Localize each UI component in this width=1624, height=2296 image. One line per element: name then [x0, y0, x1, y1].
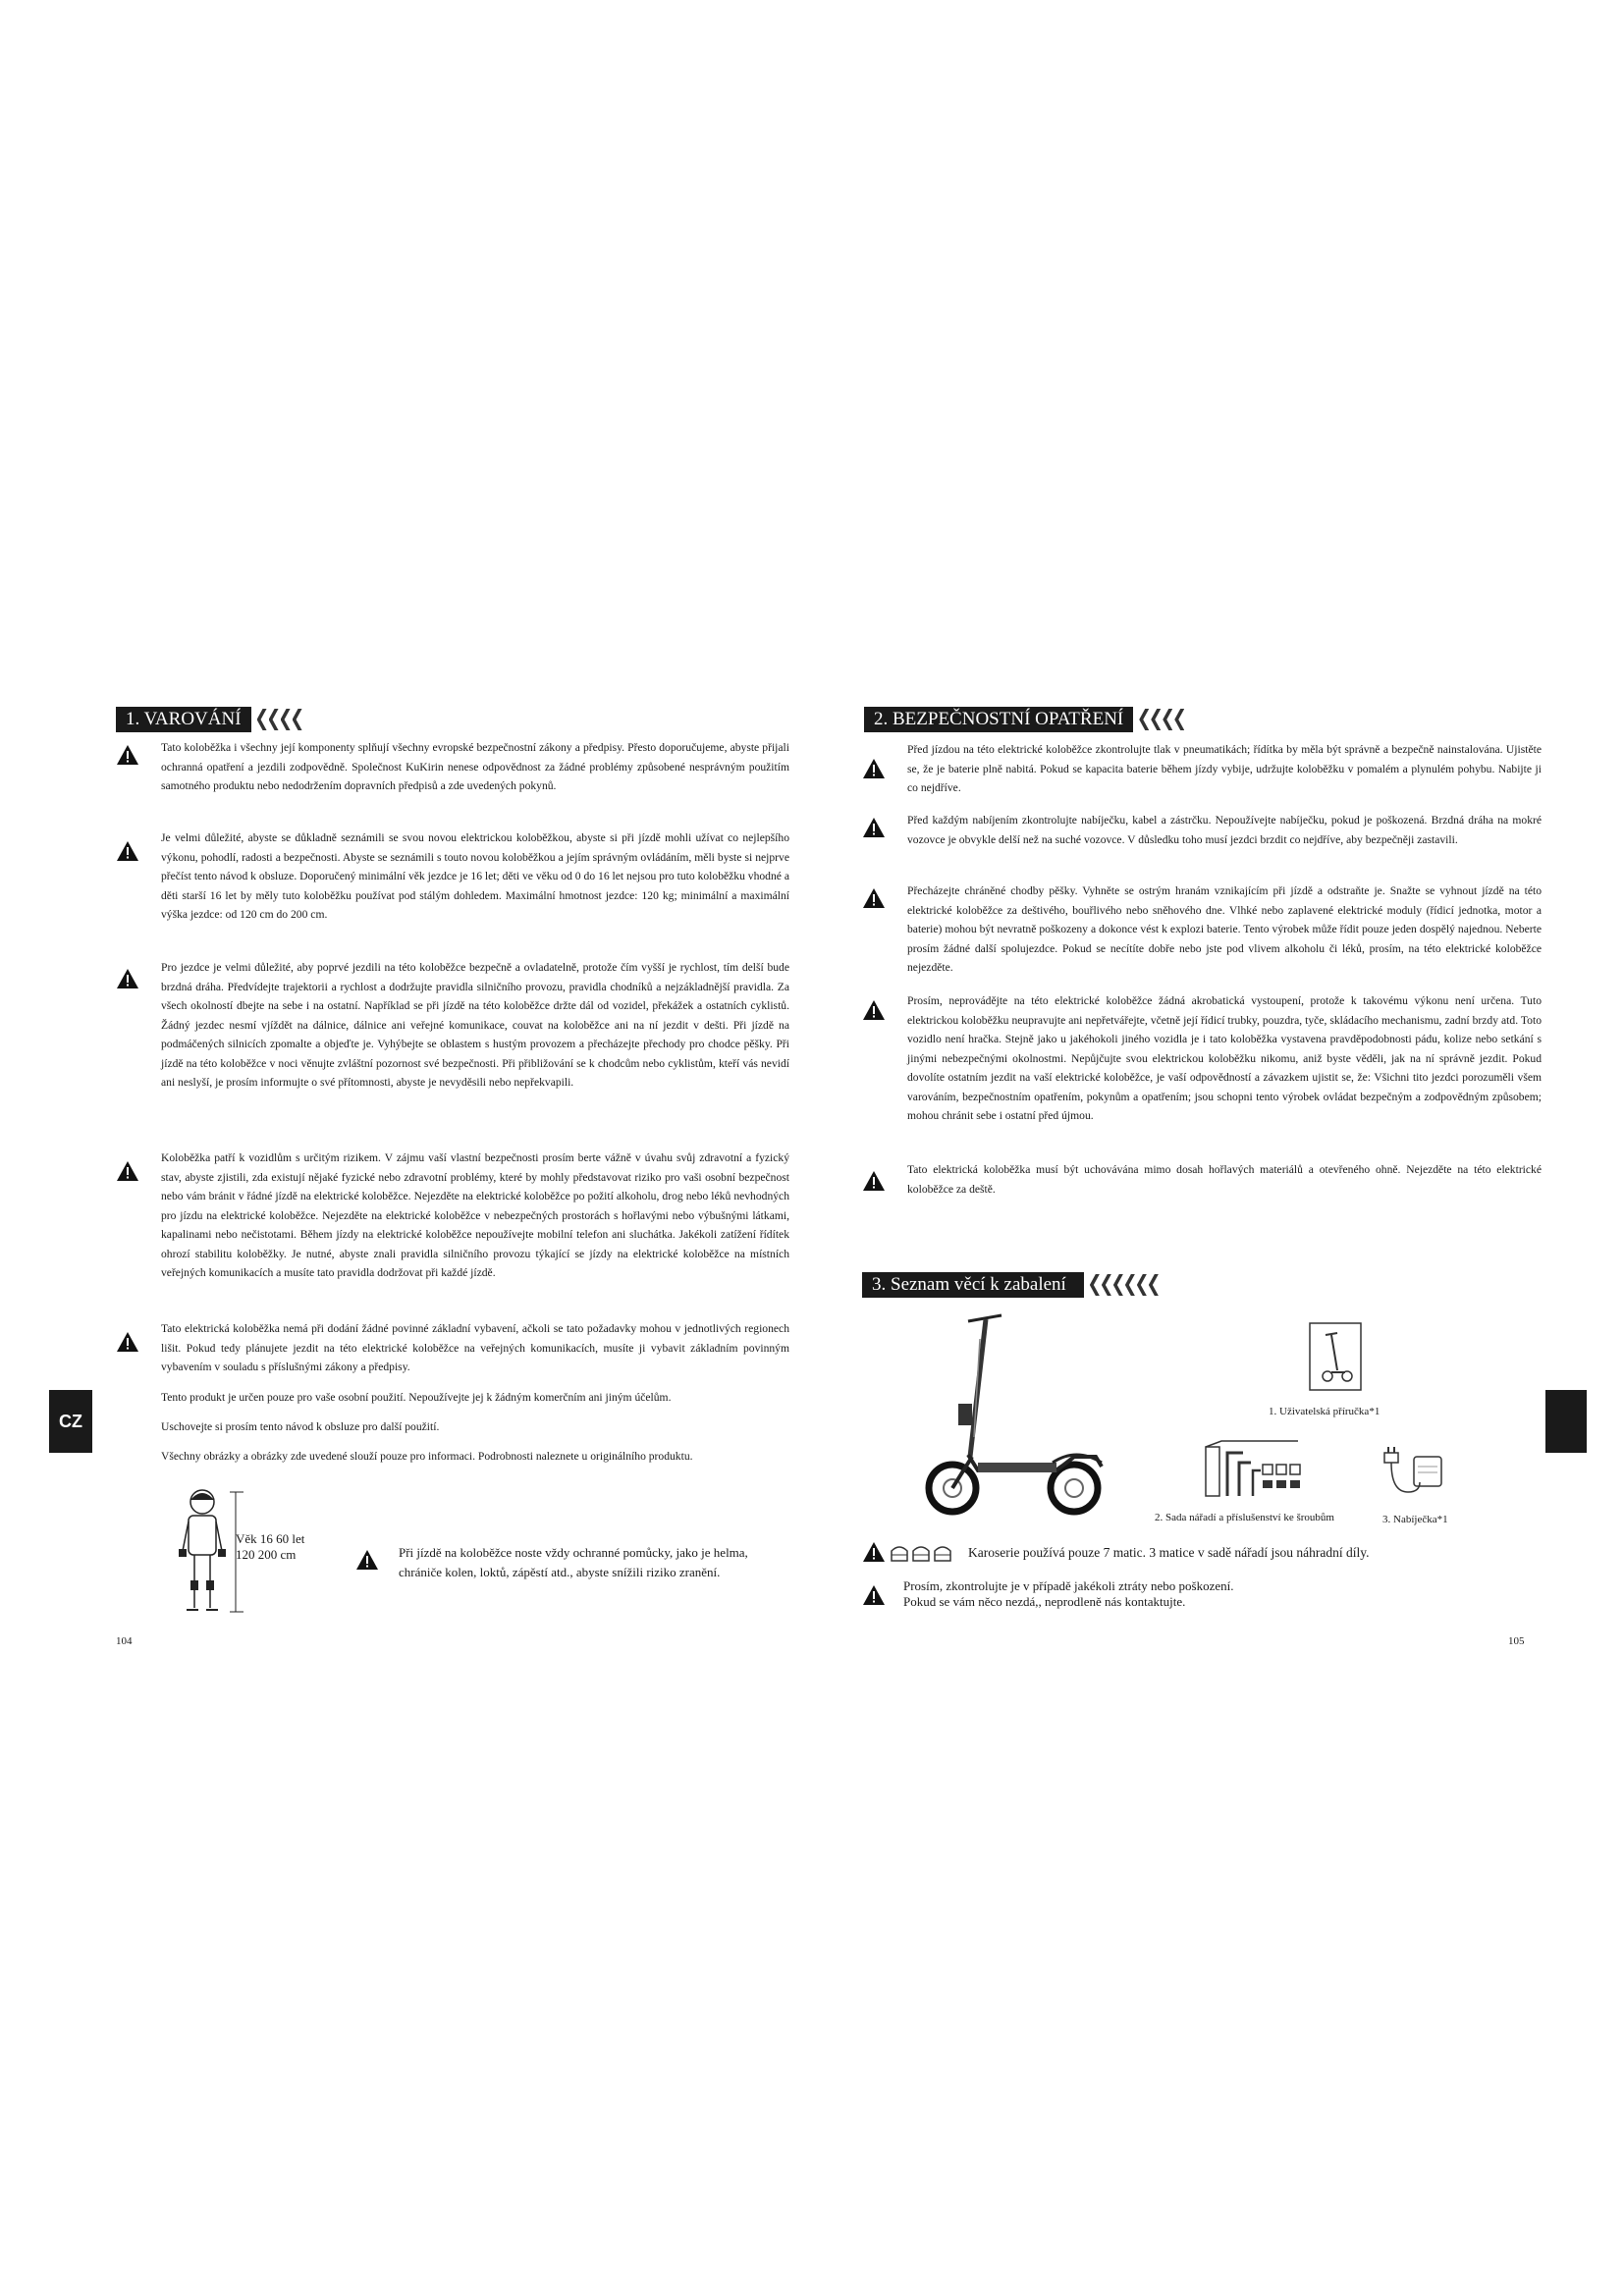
chevrons-icon	[257, 709, 304, 730]
paragraph: Všechny obrázky a obrázky zde uvedené slouží pouze pro informaci. Podrobnosti naleznete u originálního produktu.	[161, 1450, 693, 1463]
nut-note: Karoserie používá pouze 7 matic. 3 matice v sadě nářadí jsou náhradní díly.	[968, 1545, 1370, 1560]
warning-block	[862, 991, 1542, 1126]
section-header-warnings	[116, 707, 304, 732]
warning-block	[116, 1148, 789, 1283]
warning-icon	[355, 1549, 379, 1571]
side-tab	[1545, 1390, 1587, 1453]
language-tab: CZ	[49, 1390, 92, 1453]
tool-kit-icon	[1200, 1439, 1302, 1502]
paragraph: Uschovejte si prosím tento návod k obsluze pro další použití.	[161, 1420, 440, 1433]
nut-icons	[890, 1543, 952, 1563]
warning-block	[862, 740, 1542, 798]
warning-icon	[862, 999, 886, 1021]
warning-text: Před jízdou na této elektrické koloběžce zkontrolujte tlak v pneumatikách; řídítka by měla být správně a bezpečně nainstalována. Ujistěte se, že je baterie plně nabitá. Pokud se kapacita baterie během jízdy vybije, udržujte koloběžku v pomalém a plynulém pohybu. Nabijte ji co nejdříve.	[907, 743, 1542, 794]
warning-icon	[116, 1331, 139, 1353]
warning-icon	[862, 887, 886, 909]
section-header-packing	[862, 1272, 1161, 1298]
warning-icon	[862, 1170, 886, 1192]
section-header-safety	[864, 707, 1186, 732]
user-manual-icon	[1308, 1321, 1363, 1392]
warning-block	[862, 881, 1542, 978]
warning-text: Pro jezdce je velmi důležité, aby poprvé jezdili na této koloběžce bezpečně a ovladatelně, protože čím vyšší je rychlost, tím delší bude brzdná dráha. Předvídejte trajektorii a rychlost a dodržujte pravidla silničního provozu, pravidla chodníků a nejzákladnější pravidla. Za všech okolností dbejte na sebe i na ostatní. Například se při jízdě na této koloběžce držte dál od vozidel, překážek a ostatních cyklistů. Žádný jezdec nesmí vjíždět na dálnice, dálnice ani veřejné komunikace, couvat na koloběžce ani na ní jezdit v dešti. Při jízdě na podmáčených silnicích zpomalte a objeďte je. Vyhýbejte se oblastem s hustým provozem a přecházejte přechody pro chodce pěšky. Při jízdě na této koloběžce v noci věnujte zvláštní pozornost své bezpečnosti. Při přibližování se k chodcům nebo cyklistům, kteří vás nevidí ani neslyší, je prosím informujte o své přítomnosti, abyste je nevyděsili nebo nepřekvapili.	[161, 961, 789, 1089]
warning-icon	[116, 1160, 139, 1182]
gear-warning-block	[355, 1543, 768, 1582]
warning-block	[116, 958, 789, 1093]
check-note-line1: Prosím, zkontrolujte je v případě jakékoli ztráty nebo poškození.	[903, 1578, 1234, 1593]
warning-block	[116, 828, 789, 925]
warning-text: Tato elektrická koloběžka musí být uchovávána mimo dosah hořlavých materiálů a otevřeného ohně. Nejezděte na této elektrické koloběžce za deště.	[907, 1163, 1542, 1196]
chevrons-icon	[1139, 709, 1186, 730]
warning-text: Tato elektrická koloběžka nemá při dodání žádné povinné základní vybavení, ačkoli se tato požadavky mohou v jednotlivých regionech lišit. Pokud tedy plánujete jezdit na této elektrické koloběžce na veřejných komunikacích, musíte ji vybavit základním povinným vybavením v souladu s příslušnými zákony a předpisy.	[161, 1322, 789, 1373]
warning-text: Koloběžka patří k vozidlům s určitým rizikem. V zájmu vaší vlastní bezpečnosti prosím berte vážně v úvahu svůj zdravotní a fyzický stav, abyste zjistili, zda existují nějaké fyzické nebo zdravotní problémy, které by mohly představovat riziko pro vaši osobní bezpečnost nebo vám bránit v řádné jízdě na elektrické koloběžce. Nejezděte na elektrické koloběžce po požití alkoholu, drog nebo léků nevhodných pro jízdu na elektrické koloběžce. Nejezděte na elektrické koloběžce v nebezpečných prostorách s hořlavými nebo výbušnými látkami, kapalinami nebo nečistotami. Během jízdy na elektrické koloběžce nepoužívejte mobilní telefon ani sluchátka. Jakékoli zatížení řídítek ohrozí stabilitu koloběžky. Je nutné, abyste znali pravidla silničního provozu týkající se jízdy na elektrické koloběžce na místních veřejných komunikacích a musíte tato pravidla dodržovat při každé jízdě.	[161, 1151, 789, 1279]
section-title: 2. BEZPEČNOSTNÍ OPATŘENÍ	[864, 707, 1133, 732]
warning-block	[862, 1160, 1542, 1199]
page-number: 104	[116, 1635, 133, 1647]
section-title: 3. Seznam věcí k zabalení	[862, 1272, 1084, 1298]
chevrons-icon	[1090, 1274, 1161, 1296]
warning-block	[116, 738, 789, 796]
scooter-illustration-icon	[909, 1309, 1125, 1516]
warning-icon	[862, 758, 886, 779]
warning-text: Tato koloběžka i všechny její komponenty splňují všechny evropské bezpečnostní zákony a předpisy. Přesto doporučujeme, abyste přijali ochranná opatření a jezdili zodpovědně. Společnost KuKirin nenese odpovědnost za žádné problémy způsobené nesprávným použitím samotného produktu nebo nedodržením dopravních předpisů a zde uvedených pokynů.	[161, 741, 789, 792]
warning-text: Přecházejte chráněné chodby pěšky. Vyhněte se ostrým hranám vznikajícím při jízdě a odstraňte je. Snažte se vyhnout jízdě na této elektrické koloběžce za deštivého, bouřlivého nebo sněhového dne. Vlhké nebo zaplavené elektrické moduly (řídicí jednotka, motor a baterie) mohou být nevratně poškozeny a dokonce vést k explozi baterie. Tento výrobek může řídit pouze jeden dospělý najednou. Neberte prosím žádné další spolujezdce. Pokud se necítíte dobře nebo jste pod vlivem alkoholu či léků, prosím, na této elektrické koloběžce nejezděte.	[907, 884, 1542, 974]
item-label-toolkit: 2. Sada nářadí a příslušenství ke šroubům	[1155, 1512, 1334, 1523]
warning-text: Je velmi důležité, abyste se důkladně seznámili se svou novou elektrickou koloběžkou, abyste si při jízdě mohli užívat co nejlepšího výkonu, pohodlí, radosti a bezpečnosti. Abyste se seznámili s touto novou koloběžkou a jejím správným ovládáním, měli byste si nejprve přečíst tento návod k obsluze. Doporučený minimální věk jezdce je 16 let; děti ve věku od 0 do 16 let nejsou pro tuto koloběžku vhodné a děti starší 16 let by měly tuto koloběžku používat pod stálým dohledem. Maximální hmotnost jezdce: 120 kg; minimální a maximální výška jezdce: od 120 cm do 200 cm.	[161, 831, 789, 921]
charger-icon	[1375, 1443, 1443, 1504]
warning-block	[862, 811, 1542, 849]
warning-block	[116, 1319, 789, 1377]
warning-text: Před každým nabíjením zkontrolujte nabíječku, kabel a zástrčku. Nepoužívejte nabíječku, pokud je poškozená. Brzdná dráha na mokré vozovce je obvykle delší než na suché vozovce. V důsledku toho musí jezdci brzdit co nejdříve, aby bezpečněji zastavili.	[907, 814, 1542, 846]
paragraph: Tento produkt je určen pouze pro vaše osobní použití. Nepoužívejte jej k žádným komerčním ani jiným účelům.	[161, 1391, 672, 1404]
item-label-charger: 3. Nabíječka*1	[1382, 1514, 1448, 1525]
warning-icon	[116, 968, 139, 989]
warning-icon	[116, 840, 139, 862]
gear-warning-text: Při jízdě na koloběžce noste vždy ochranné pomůcky, jako je helma, chrániče kolen, loktů, zápěstí atd., abyste snížili riziko zranění.	[399, 1545, 748, 1579]
item-label-manual: 1. Uživatelská příručka*1	[1269, 1406, 1380, 1417]
warning-icon	[116, 744, 139, 766]
rider-height-label: 120 200 cm	[236, 1547, 297, 1562]
warning-icon	[862, 1541, 886, 1563]
section-title: 1. VAROVÁNÍ	[116, 707, 251, 732]
check-note-line2: Pokud se vám něco nezdá,, neprodleně nás kontaktujte.	[903, 1594, 1186, 1609]
page-number: 105	[1508, 1635, 1525, 1647]
warning-text: Prosím, neprovádějte na této elektrické koloběžce žádná akrobatická vystoupení, protože k takovému výkonu není určena. Tuto elektrickou koloběžku neupravujte ani nepřetvářejte, včetně její řídicí trubky, pouzdra, tyče, skládacího mechanismu, zadní brzdy atd. Toto vozidlo není hračka. Stejně jako u jakéhokoli jiného vozidla je i tato koloběžka vystavena pravděpodobnosti pádu, kolize nebo setkání s jinými nebezpečnými okolnostmi. Nepůjčujte svou elektrickou koloběžku nikomu, aniž byste věděli, jak na ní správně jezdit. Pokud dovolíte ostatním jezdit na vaší elektrické koloběžce, je vaší odpovědností a závazkem ujistit se, že: Všichni tito jezdci porozuměli všem varováním, bezpečnostním opatřením, pokynům a opatřením; jsou schopni tento výrobek ovládat bezpečným a zodpovědným způsobem; mohou chránit sebe i ostatní před újmou.	[907, 994, 1542, 1122]
warning-icon	[862, 817, 886, 838]
rider-age-label: Věk 16 60 let	[236, 1531, 305, 1546]
warning-icon	[862, 1584, 886, 1606]
